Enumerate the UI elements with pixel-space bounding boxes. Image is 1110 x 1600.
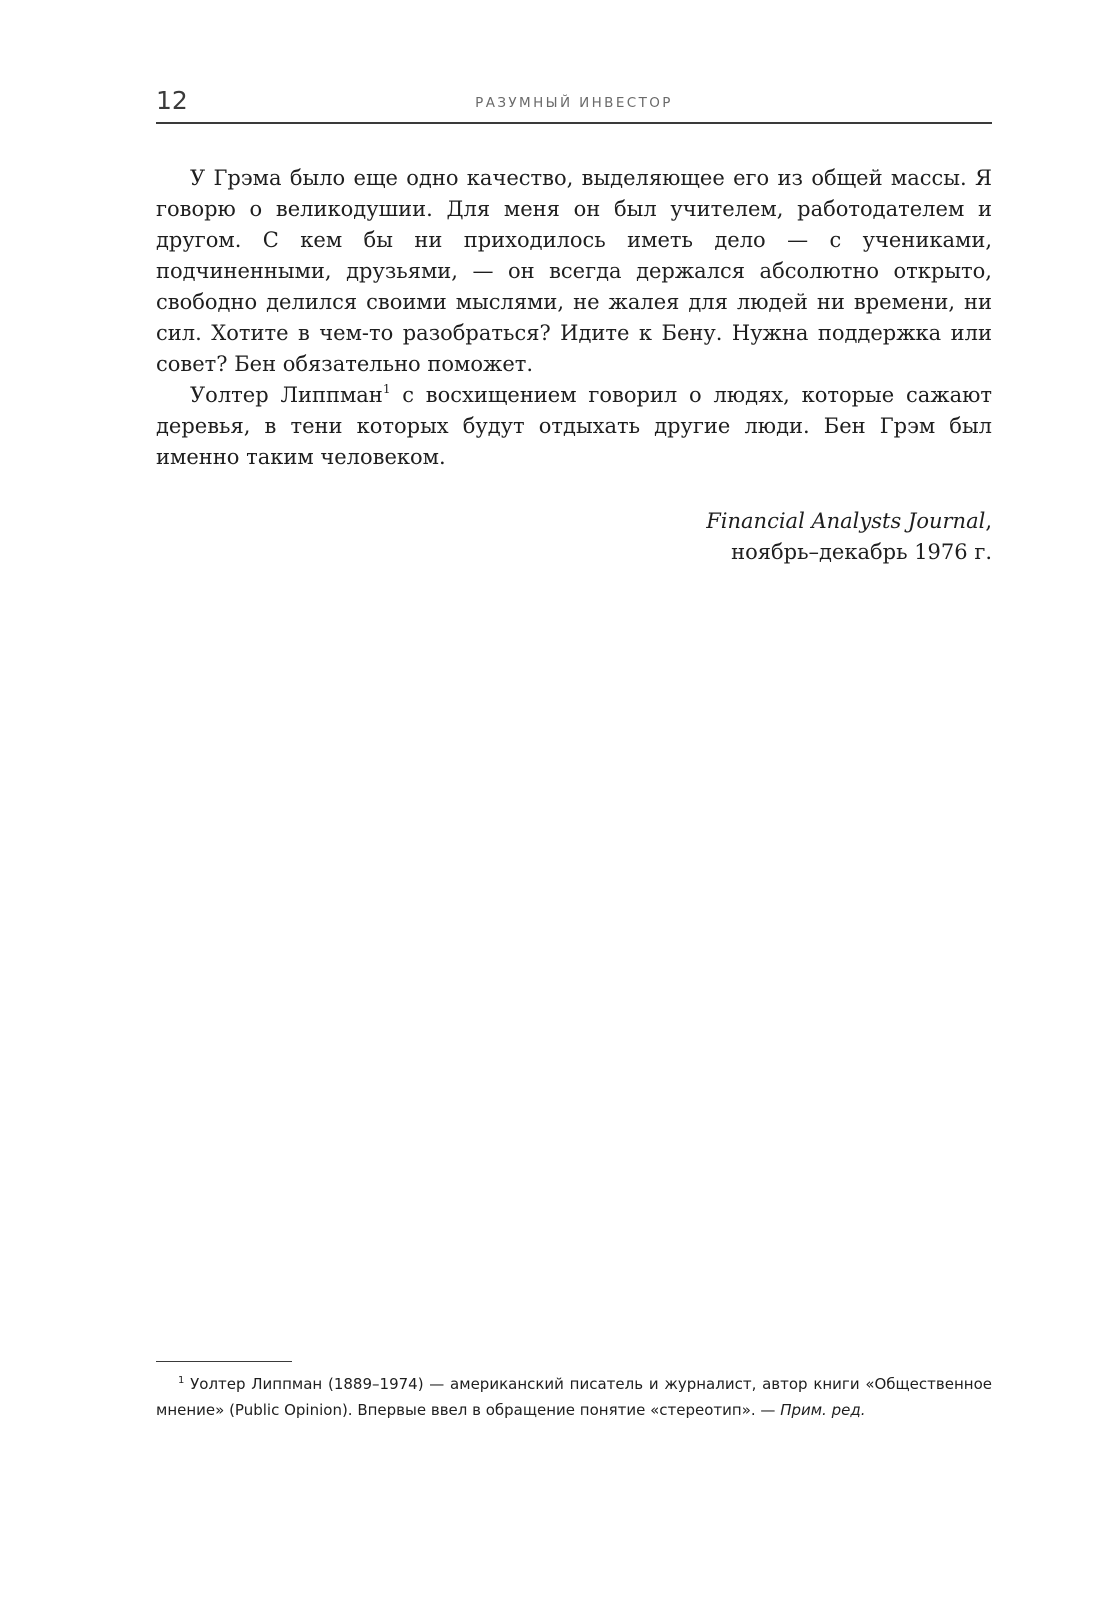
footnote [156, 1372, 992, 1423]
footnote-text [156, 1372, 992, 1423]
running-head [156, 82, 992, 124]
main-text [156, 163, 992, 473]
attribution [156, 506, 992, 568]
footnote-divider [156, 1361, 292, 1362]
page-number: 12 [156, 86, 188, 115]
paragraph-1: У Грэма было еще одно качество, выделяющее его из общей массы. Я говорю о великодушии. Для меня он был учителем, работодателем и другом. С кем бы ни приходилось иметь дело — с учениками, подчиненными, друзьями, — он всегда держался абсолютно открыто, свободно делился своими мыслями, не жалея для людей ни времени, ни сил. Хотите в чем-то разобраться? Идите к Бену. Нужна поддержка или совет? Бен обязательно поможет. [156, 166, 992, 376]
footnote-body: Уолтер Липпман (1889–1974) — американский писатель и журналист, автор книги «Общественное мнение» (Public Opinion). Впервые ввел в обращение понятие «стереотип». — [156, 1375, 992, 1419]
journal-title: Financial Analysts Journal [706, 509, 986, 533]
attribution-source [156, 506, 992, 537]
paragraph-2-start: Уолтер Липпман [190, 383, 383, 407]
footnote-marker: 1 [178, 1375, 185, 1386]
running-title: РАЗУМНЫЙ ИНВЕСТОР [475, 95, 673, 111]
attribution-date: ноябрь–декабрь 1976 г. [731, 540, 992, 564]
editor-note: Прим. ред. [780, 1400, 866, 1419]
paragraph-2 [156, 380, 992, 473]
paragraph-2-rest: с восхищением говорил о людях, которые сажают деревья, в тени которых будут отдыхать другие люди. Бен Грэм был именно таким человеком. [156, 383, 993, 469]
footnote-reference: 1 [382, 382, 391, 396]
journal-comma: , [985, 509, 992, 533]
